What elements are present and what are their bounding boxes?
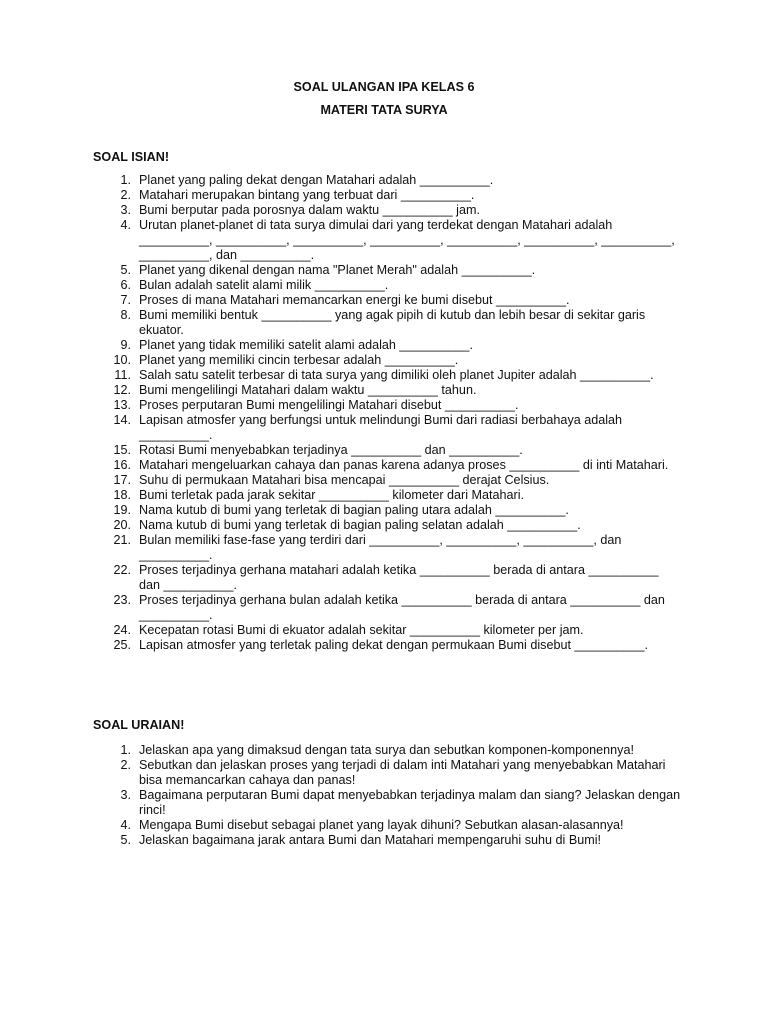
question-item (93, 308, 683, 338)
question-number: 5. (120, 833, 131, 847)
section-heading-isian: SOAL ISIAN! (93, 150, 170, 164)
question-number: 1. (120, 743, 131, 757)
isian-question-list (93, 173, 683, 653)
question-text: Sebutkan dan jelaskan proses yang terjadi di dalam inti Matahari yang menyebabkan Matahari bisa memancarkan cahaya dan panas! (139, 758, 666, 787)
question-number: 11. (114, 368, 131, 382)
question-item (93, 818, 683, 833)
question-item (93, 263, 683, 278)
question-number: 25. (113, 638, 131, 652)
question-text: Salah satu satelit terbesar di tata surya yang dimiliki oleh planet Jupiter adalah __________. (139, 368, 654, 382)
question-number: 17. (113, 473, 131, 487)
question-item (93, 218, 683, 263)
question-item (93, 188, 683, 203)
question-number: 7. (120, 293, 131, 307)
question-item (93, 383, 683, 398)
question-text: Proses di mana Matahari memancarkan energi ke bumi disebut __________. (139, 293, 570, 307)
question-text: Planet yang memiliki cincin terbesar adalah __________. (139, 353, 459, 367)
question-text: Nama kutub di bumi yang terletak di bagian paling utara adalah __________. (139, 503, 569, 517)
question-text: Rotasi Bumi menyebabkan terjadinya __________ dan __________. (139, 443, 523, 457)
question-number: 2. (120, 758, 131, 772)
question-number: 10. (113, 353, 131, 367)
question-number: 9. (120, 338, 131, 352)
question-number: 19. (113, 503, 131, 517)
question-item (93, 788, 683, 818)
question-text: Suhu di permukaan Matahari bisa mencapai __________ derajat Celsius. (139, 473, 550, 487)
question-text: Jelaskan bagaimana jarak antara Bumi dan Matahari mempengaruhi suhu di Bumi! (139, 833, 602, 847)
question-number: 18. (113, 488, 131, 502)
question-number: 3. (120, 788, 131, 802)
question-text: Bumi mengelilingi Matahari dalam waktu __________ tahun. (139, 383, 477, 397)
question-number: 16. (113, 458, 131, 472)
question-number: 1. (120, 173, 131, 187)
uraian-question-list (93, 743, 683, 848)
question-number: 15. (113, 443, 131, 457)
question-text: Proses perputaran Bumi mengelilingi Matahari disebut __________. (139, 398, 519, 412)
document-title: SOAL ULANGAN IPA KELAS 6 (293, 80, 475, 94)
question-text: Planet yang dikenal dengan nama "Planet Merah" adalah __________. (139, 263, 536, 277)
question-item (93, 398, 683, 413)
question-item (93, 278, 683, 293)
question-number: 24. (113, 623, 131, 637)
question-number: 21. (113, 533, 131, 547)
question-item (93, 533, 683, 563)
question-text: Lapisan atmosfer yang terletak paling dekat dengan permukaan Bumi disebut __________. (139, 638, 648, 652)
question-text: Bumi berputar pada porosnya dalam waktu __________ jam. (139, 203, 480, 217)
question-number: 14. (113, 413, 131, 427)
question-item (93, 833, 683, 848)
question-text: Bulan memiliki fase-fase yang terdiri dari __________, __________, __________, dan __________. (139, 533, 622, 562)
question-item (93, 413, 683, 443)
question-number: 3. (120, 203, 131, 217)
question-number: 4. (120, 218, 131, 232)
question-text: Bumi memiliki bentuk __________ yang agak pipih di kutub dan lebih besar di sekitar garis ekuator. (139, 308, 646, 337)
question-text: Matahari merupakan bintang yang terbuat dari __________. (139, 188, 475, 202)
question-item (93, 203, 683, 218)
question-item (93, 758, 683, 788)
question-item (93, 338, 683, 353)
question-number: 23. (113, 593, 131, 607)
question-item (93, 518, 683, 533)
question-item (93, 473, 683, 488)
question-text: Mengapa Bumi disebut sebagai planet yang layak dihuni? Sebutkan alasan-alasannya! (139, 818, 624, 832)
question-text: Jelaskan apa yang dimaksud dengan tata surya dan sebutkan komponen-komponennya! (139, 743, 634, 757)
question-text: Proses terjadinya gerhana matahari adalah ketika __________ berada di antara __________ dan __________. (139, 563, 659, 592)
question-item (93, 638, 683, 653)
question-item (93, 488, 683, 503)
question-text: Proses terjadinya gerhana bulan adalah ketika __________ berada di antara __________ dan __________. (139, 593, 665, 622)
question-number: 12. (113, 383, 131, 397)
question-text: Matahari mengeluarkan cahaya dan panas karena adanya proses __________ di inti Matahari. (139, 458, 669, 472)
question-item (93, 368, 683, 383)
question-text: Bagaimana perputaran Bumi dapat menyebabkan terjadinya malam dan siang? Jelaskan dengan rinci! (139, 788, 681, 817)
question-text: Kecepatan rotasi Bumi di ekuator adalah sekitar __________ kilometer per jam. (139, 623, 584, 637)
question-item (93, 593, 683, 623)
question-text: Planet yang paling dekat dengan Matahari adalah __________. (139, 173, 494, 187)
question-item (93, 743, 683, 758)
question-number: 6. (120, 278, 131, 292)
question-number: 13. (113, 398, 131, 412)
question-number: 22. (113, 563, 131, 577)
question-item (93, 353, 683, 368)
question-text: Bulan adalah satelit alami milik __________. (139, 278, 389, 292)
question-item (93, 623, 683, 638)
question-item (93, 563, 683, 593)
section-heading-uraian: SOAL URAIAN! (93, 718, 185, 732)
question-item (93, 503, 683, 518)
question-item (93, 173, 683, 188)
question-text: Nama kutub di bumi yang terletak di bagian paling selatan adalah __________. (139, 518, 581, 532)
question-number: 8. (120, 308, 131, 322)
question-item (93, 293, 683, 308)
question-item (93, 443, 683, 458)
question-item (93, 458, 683, 473)
document-subtitle: MATERI TATA SURYA (320, 103, 448, 117)
question-number: 20. (113, 518, 131, 532)
question-number: 2. (120, 188, 131, 202)
question-text: Bumi terletak pada jarak sekitar __________ kilometer dari Matahari. (139, 488, 525, 502)
question-text: Lapisan atmosfer yang berfungsi untuk melindungi Bumi dari radiasi berbahaya adalah __________. (139, 413, 623, 442)
question-number: 4. (120, 818, 131, 832)
question-number: 5. (120, 263, 131, 277)
question-text: Planet yang tidak memiliki satelit alami adalah __________. (139, 338, 473, 352)
question-text: Urutan planet-planet di tata surya dimulai dari yang terdekat dengan Matahari adalah __________, __________, __________, __________, __________, __________, __________, __________, dan __________. (139, 218, 675, 262)
